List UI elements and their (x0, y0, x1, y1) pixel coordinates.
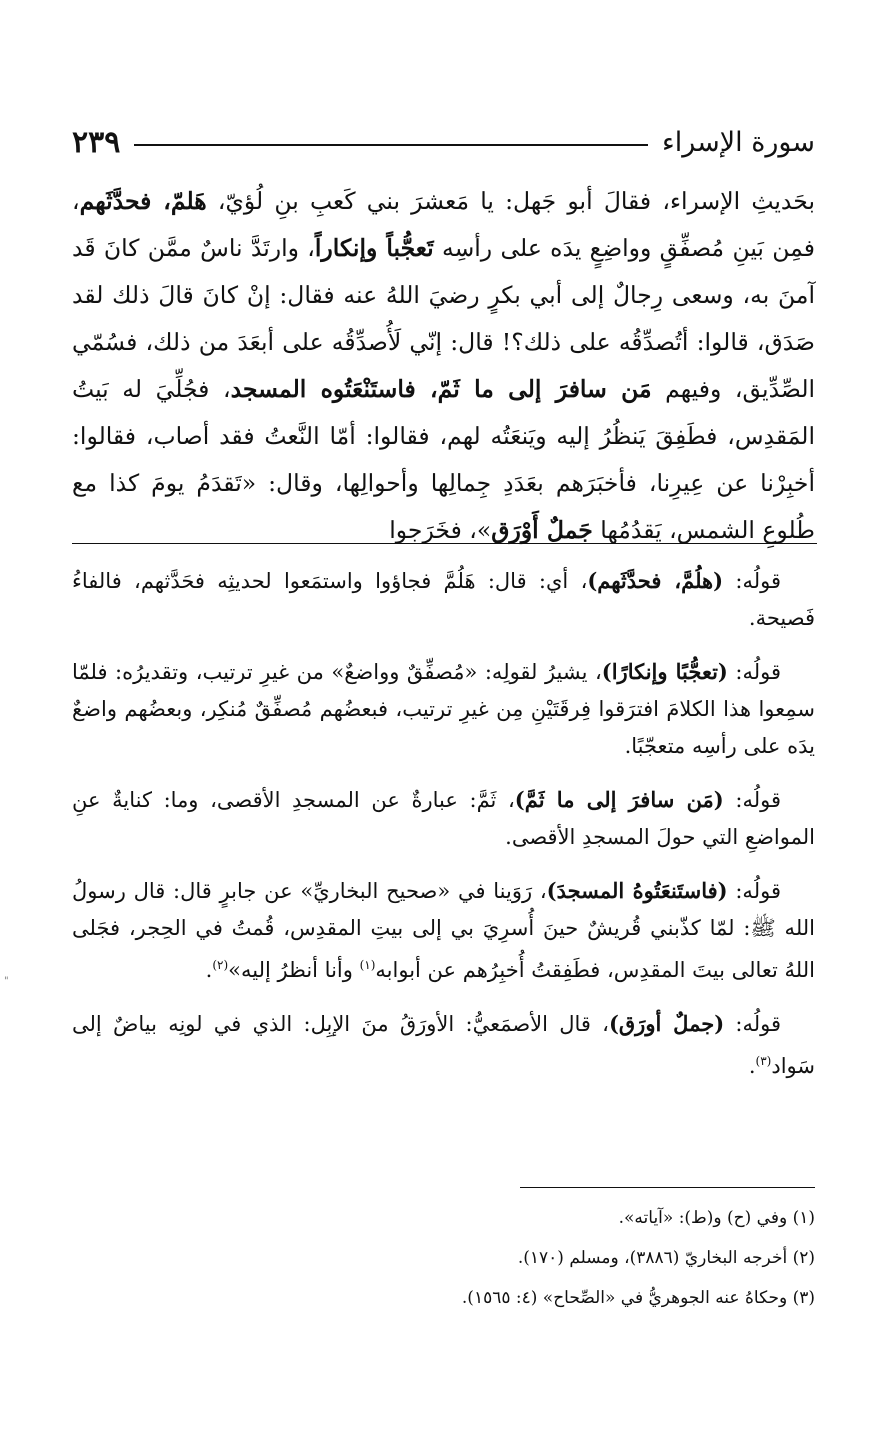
main-text-divider (72, 543, 817, 544)
footnote-divider (520, 1187, 815, 1188)
page-header (72, 122, 815, 162)
footnote-item: (١) وفي (ح) و(ط): «آياته». (618, 1208, 815, 1228)
commentary-paragraph: قولُه: (مَن سافرَ إلى ما ثَمَّ)، ثَمَّ: عبارةٌ عن المسجدِ الأقصى، وما: كنايةٌ عنِ المواضعِ التي حولَ المسجدِ الأقصى. (72, 787, 815, 849)
header-rule (134, 144, 648, 146)
page-number: ٢٣٩ (72, 124, 121, 160)
commentary-paragraph: قولُه: (جملٌ أورَق)، قال الأصمَعيُّ: الأورَقُ منَ الإبِل: الذي في لونِه بياضٌ إلى سَواد$^{(٣)}$. (72, 1011, 815, 1078)
footnote-ref[interactable]: (٢) (212, 958, 229, 972)
main-paragraph: بحَديثِ الإسراء، فقالَ أبو جَهل: يا مَعشرَ بني كَعبِ بنِ لُؤيّ، هَلمّ، فحدَّثَهم، فمِن بَينِ مُصفِّقٍ وواضِعٍ يدَه على رأسِه تَعجُّباً وإنكاراً، وارتَدَّ ناسٌ ممَّن كانَ قَد آمنَ به، وسعى رِجالٌ إلى أبي بكرٍ رضيَ اللهُ عنه فقال: إنْ كانَ قالَ ذلك لقد صَدَق، قالوا: أتُصدِّقُه على ذلك؟! قال: إنّي لَأُصدِّقُه على أبعَدَ من ذلك، فسُمّي الصِّدِّيق، وفيهم مَن سافرَ إلى ما ثَمّ، فاستَنْعَتُوه المسجد، فجُلِّيَ له بَيتُ المَقدِس، فطَفِقَ يَنظُرُ إليه ويَنعَتُه لهم، فقالوا: أمّا النَّعتُ فقد أصاب، فقالوا: أخبِرْنا عن عِيرِنا، فأخبَرَهم بعَدَدِ جِمالِها وأحوالِها، وقال: «تَقدَمُ يومَ كذا مع طُلوعِ الشمس، يَقدُمُها جَملٌ أَوْرَق»، فخَرَجوا (72, 187, 816, 544)
commentary-block (72, 562, 815, 1101)
surah-title: سورة الإسراء (662, 126, 815, 158)
footnote-ref[interactable]: (١) (359, 958, 376, 972)
footnotes-block (72, 1198, 815, 1318)
main-text-block (72, 178, 815, 554)
footnote-item: (٣) وحكاهُ عنه الجوهريُّ في «الصِّحاح» (٤: ١٥٦٥). (461, 1288, 815, 1308)
footnote-ref[interactable]: (٣) (755, 1054, 772, 1068)
commentary-paragraph: قولُه: (تعجُّبًا وإنكارًا)، يشيرُ لقولِه: «مُصفِّقٌ وواضعٌ» من غيرِ ترتيب، وتقديرُه: فلمّا سمِعوا هذا الكلامَ افترَقوا فِرقَتَيْنِ مِن غيرِ ترتيب، فبعضُهم مُصفِّقٌ مُنكِر، وبعضُهم واضعٌ يدَه على رأسِه متعجّبًا. (72, 659, 815, 758)
margin-mark: " (4, 976, 9, 987)
footnote-item: (٢) أخرجه البخاريّ (٣٨٨٦)، ومسلم (١٧٠). (517, 1248, 815, 1268)
commentary-paragraph: قولُه: (هلُمَّ، فحدَّثَهم)، أي: قال: هَلُمَّ فجاؤوا واستمَعوا لحديثِه فحَدَّثهم، فالفاءُ فَصيحة. (72, 568, 815, 630)
commentary-paragraph: قولُه: (فاستَنعَتُوهُ المسجدَ)، رَوَينا في «صحيح البخاريِّ» عن جابرٍ قال: قال رسولُ الله ﷺ: لمّا كذّبني قُريشٌ حينَ أُسرِيَ بي إلى بيتِ المقدِس، قُمتُ في الحِجر، فجَلى اللهُ تعالى بيتَ المقدِس، فطَفِقتُ أُخبِرُهم عن أبوابه$^{(١)}$ وأنا أنظرُ إليه»$^{(٢)}$. (72, 878, 815, 982)
